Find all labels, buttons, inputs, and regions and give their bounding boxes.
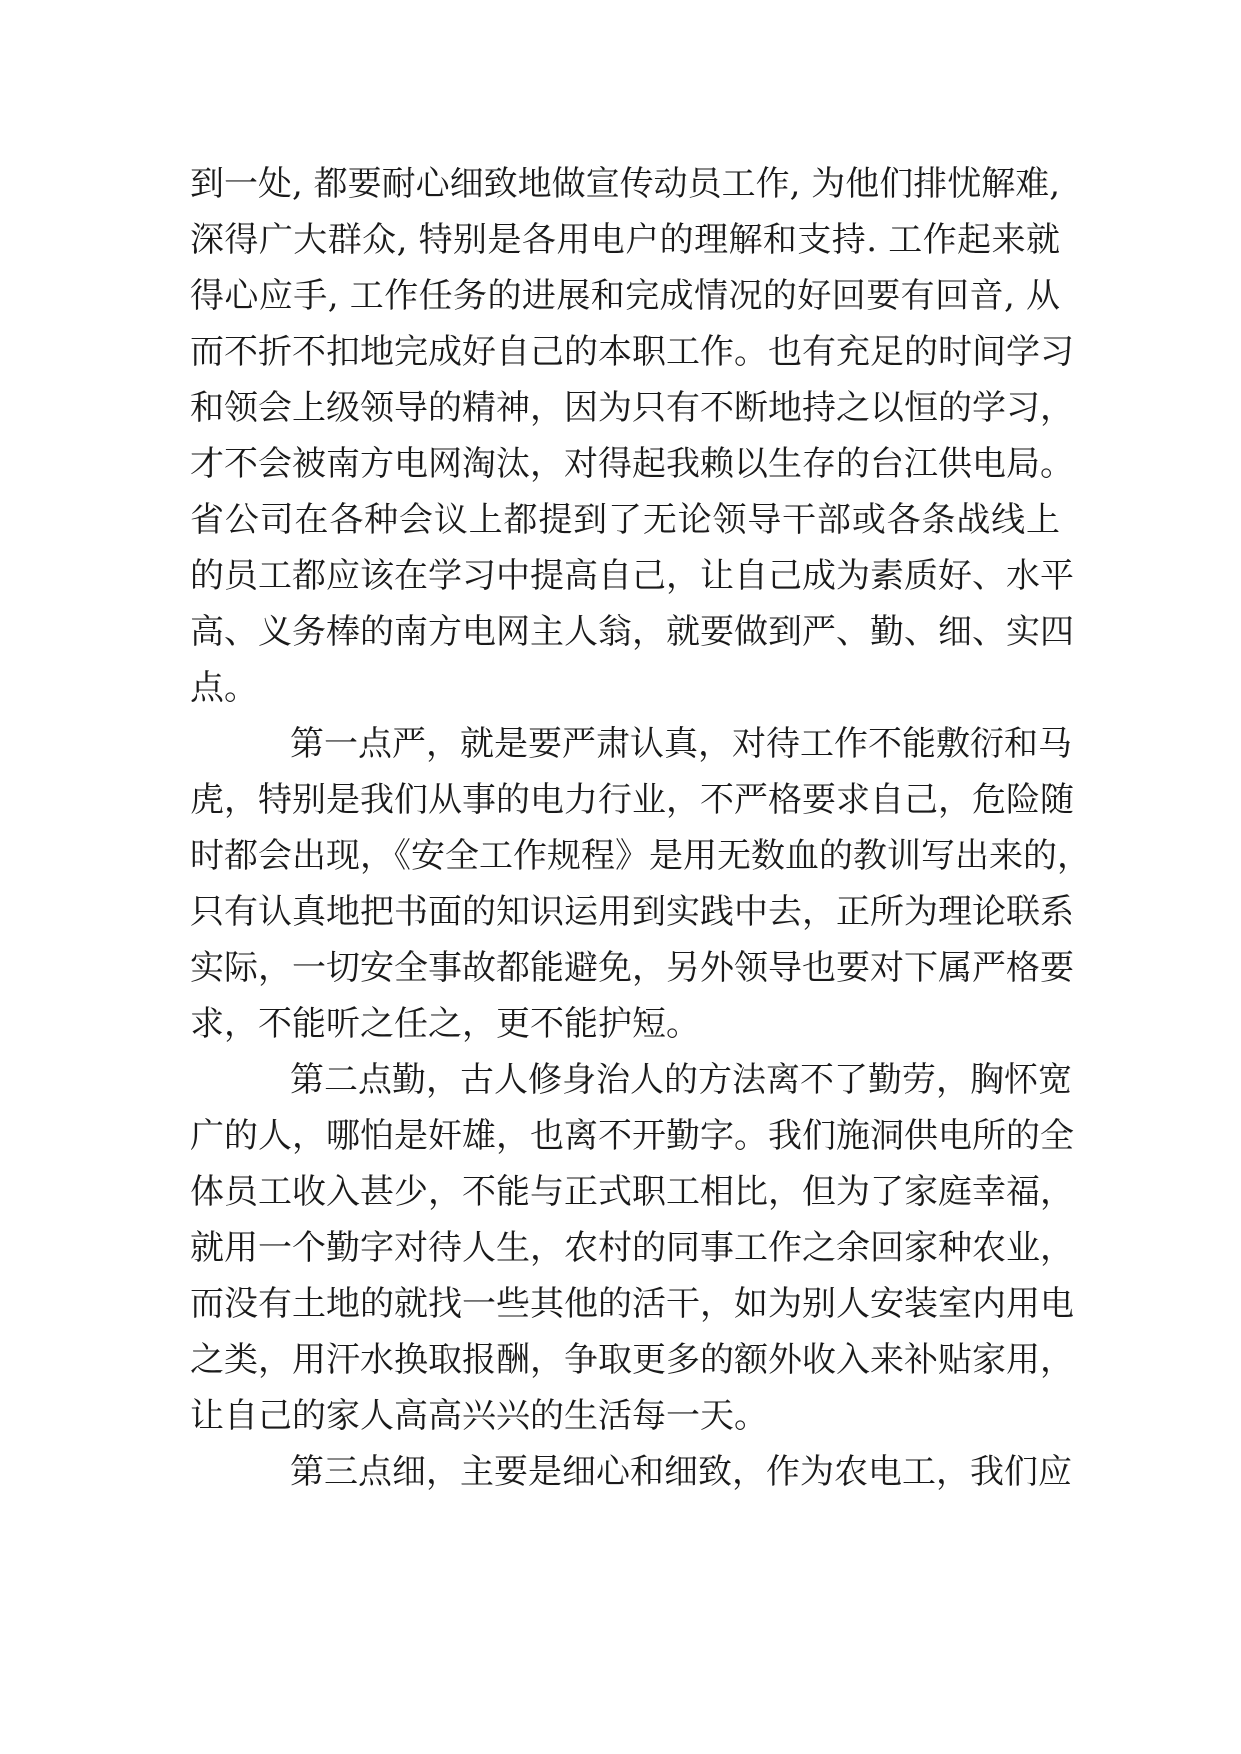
text-line: 体员工收入甚少，不能与正式职工相比，但为了家庭幸福， — [190, 1172, 1074, 1212]
text-line: 点。 — [190, 668, 258, 708]
text-line: 之类，用汗水换取报酬，争取更多的额外收入来补贴家用， — [190, 1340, 1074, 1380]
text-line: 广的人，哪怕是奸雄，也离不开勤字。我们施洞供电所的全 — [190, 1116, 1074, 1156]
text-line: 而没有土地的就找一些其他的活干，如为别人安装室内用电 — [190, 1284, 1074, 1324]
text-line: 高、义务棒的南方电网主人翁，就要做到严、勤、细、实四 — [190, 612, 1074, 652]
text-line: 省公司在各种会议上都提到了无论领导干部或各条战线上 — [190, 500, 1060, 540]
text-line: 时都会出现，《安全工作规程》是用无数血的教训写出来的， — [190, 836, 1091, 876]
text-line: 就用一个勤字对待人生，农村的同事工作之余回家种农业， — [190, 1228, 1074, 1268]
text-line: 第三点细，主要是细心和细致，作为农电工，我们应 — [290, 1452, 1072, 1492]
document-body — [190, 156, 1091, 1500]
text-line: 才不会被南方电网淘汰，对得起我赖以生存的台江供电局。 — [190, 444, 1074, 484]
text-line: 得心应手, 工作任务的进展和完成情况的好回要有回音, 从 — [190, 276, 1060, 316]
text-line: 的员工都应该在学习中提高自己，让自己成为素质好、水平 — [190, 556, 1074, 596]
text-line: 第二点勤，古人修身治人的方法离不了勤劳，胸怀宽 — [290, 1060, 1072, 1100]
text-line: 而不折不扣地完成好自己的本职工作。也有充足的时间学习 — [190, 332, 1074, 372]
text-line: 第一点严，就是要严肃认真，对待工作不能敷衍和马 — [290, 724, 1072, 764]
text-line: 和领会上级领导的精神，因为只有不断地持之以恒的学习， — [190, 388, 1074, 428]
text-line: 虎，特别是我们从事的电力行业，不严格要求自己，危险随 — [190, 780, 1074, 820]
text-line: 让自己的家人高高兴兴的生活每一天。 — [190, 1396, 768, 1436]
text-line: 求，不能听之任之，更不能护短。 — [190, 1004, 700, 1044]
text-line: 深得广大群众, 特别是各用电户的理解和支持. 工作起来就 — [190, 220, 1060, 260]
text-line: 到一处, 都要耐心细致地做宣传动员工作, 为他们排忧解难, — [190, 164, 1061, 204]
text-line: 实际，一切安全事故都能避免，另外领导也要对下属严格要 — [190, 948, 1074, 988]
text-line: 只有认真地把书面的知识运用到实践中去，正所为理论联系 — [190, 892, 1074, 932]
